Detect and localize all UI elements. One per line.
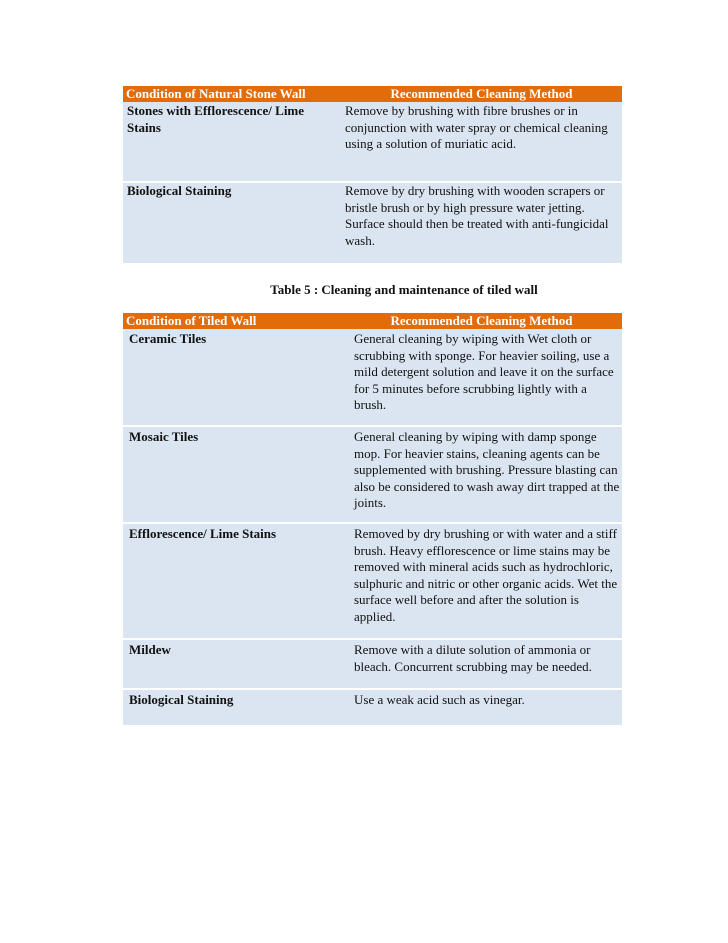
method-cell: Remove with a dilute solution of ammonia or bleach. Concurrent scrubbing may be needed. — [354, 642, 592, 674]
condition-cell: Stones with Efflorescence/ Lime Stains — [127, 103, 305, 135]
table-row — [123, 182, 622, 264]
table-header-row — [123, 86, 622, 102]
condition-cell: Biological Staining — [129, 692, 234, 707]
column-header-condition: Condition of Natural Stone Wall — [126, 86, 306, 101]
condition-cell: Biological Staining — [127, 183, 232, 198]
table-row — [123, 426, 622, 523]
method-cell: Remove by brushing with fibre brushes or in conjunction with water spray or chemical cleaning using a solution of muriatic acid. — [345, 103, 608, 151]
method-cell: Use a weak acid such as vinegar. — [354, 692, 525, 707]
method-cell: Removed by dry brushing or with water and a stiff brush. Heavy efflorescence or lime stains may be removed with mineral acids such as hydrochloric, sulphuric and nitric or other organic acids. Wet the surface well before and after the solution is applied. — [354, 526, 618, 624]
table-row — [123, 523, 622, 639]
condition-cell: Mosaic Tiles — [129, 429, 199, 444]
table-header-row — [123, 313, 622, 329]
table-row — [123, 102, 622, 182]
column-header-method: Recommended Cleaning Method — [390, 86, 573, 101]
tiled-wall-cleaning-table — [123, 313, 622, 727]
table-row — [123, 329, 622, 426]
method-cell: General cleaning by wiping with damp sponge mop. For heavier stains, cleaning agents can be supplemented with brushing. Pressure blasting can also be considered to wash away dirt trapped at the joints. — [354, 429, 620, 510]
method-cell: General cleaning by wiping with Wet cloth or scrubbing with sponge. For heavier soiling, use a mild detergent solution and leave it on the surface for 5 minutes before scrubbing lightly with a brush. — [354, 331, 614, 412]
table-row — [123, 689, 622, 726]
condition-cell: Ceramic Tiles — [129, 331, 207, 346]
condition-cell: Mildew — [129, 642, 171, 657]
condition-cell: Efflorescence/ Lime Stains — [129, 526, 277, 541]
table-row — [123, 639, 622, 689]
column-header-method: Recommended Cleaning Method — [390, 313, 573, 328]
table-caption: Table 5 : Cleaning and maintenance of tiled wall — [270, 282, 538, 297]
natural-stone-cleaning-table — [123, 86, 622, 265]
column-header-condition: Condition of Tiled Wall — [126, 313, 257, 328]
method-cell: Remove by dry brushing with wooden scrapers or bristle brush or by high pressure water jetting. Surface should then be treated with anti-fungicidal wash. — [345, 183, 609, 248]
